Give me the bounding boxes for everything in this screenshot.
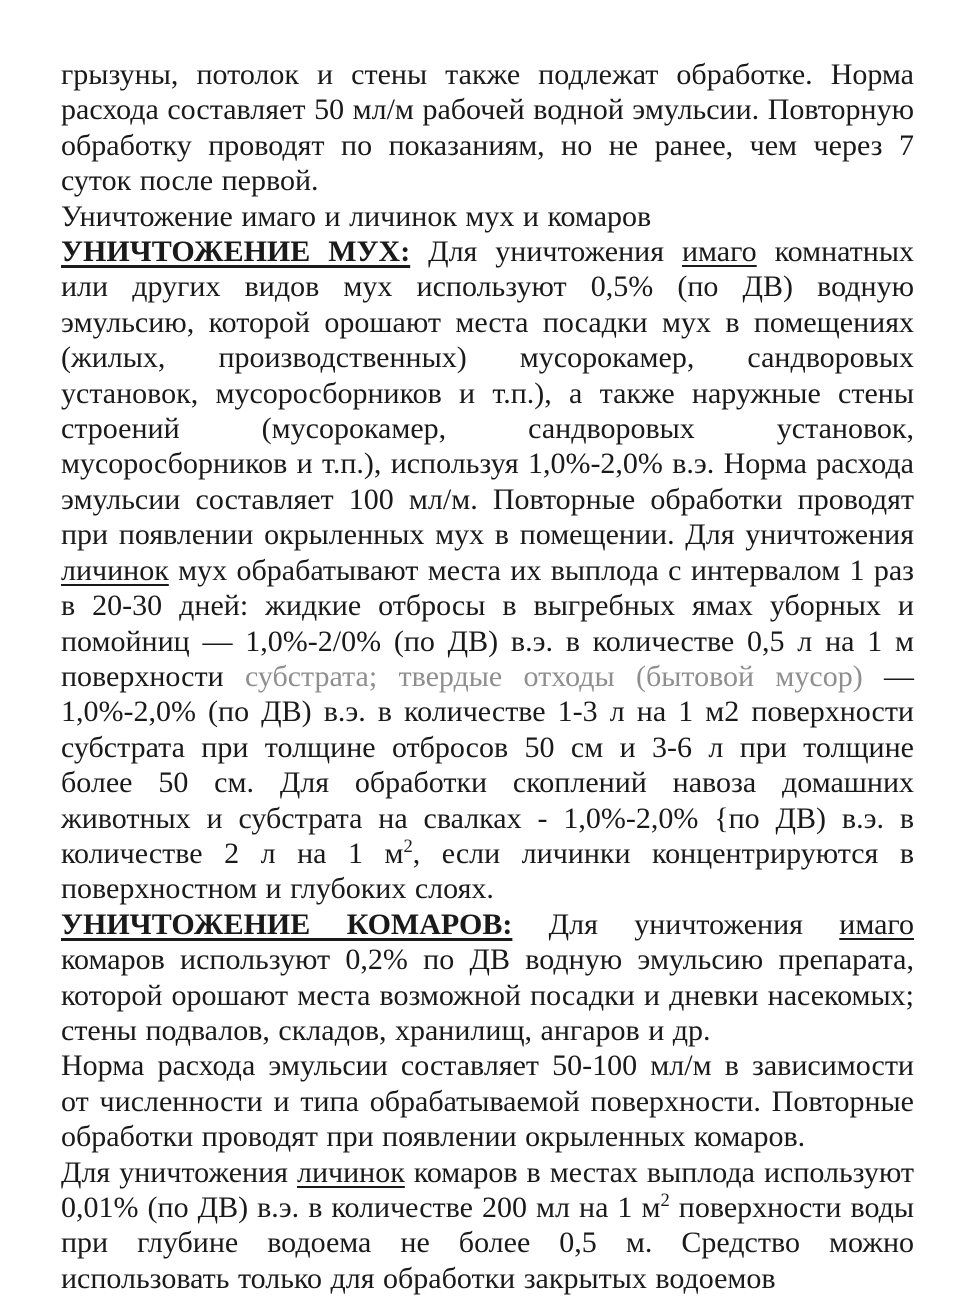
text-run: грызуны, потолок и стены также подлежат обработке. Норма расхода составляет 50 мл/м рабочей водной эмульсии. Повторную обработку проводят по показаниям, но не ранее, чем через 7 суток после первой. (61, 58, 923, 198)
text-run: комаров используют 0,2% по ДВ водную эмульсию препарата, которой орошают места возможной посадки и дневки насекомых; стены подвалов, складов, хранилищ, ангаров и др. (61, 907, 923, 1047)
text-run: мух обрабатывают места их выплода с интервалом 1 раз в 20-30 дней: жидкие отбросы в выгребных ямах уборных и помойниц — 1,0%-2/0% (по ДВ) в.э. в количестве 0,5 л на 1 м поверхности (61, 553, 923, 693)
document-text-block (61, 57, 923, 1296)
text-run: Для уничтожения (61, 1155, 297, 1189)
faded-text-run: субстрата; твердые отходы (бытовой мусор) (244, 659, 863, 693)
text-run: Норма расхода эмульсии составляет 50-100 мл/м в зависимости от численности и типа обрабатываемой поверхности. Повторные обработки проводят при появлении окрыленных комаров. (61, 1049, 923, 1154)
mosquito-section-paragraph (61, 907, 923, 1049)
mosquito-larvae-paragraph (61, 1155, 923, 1297)
text-run: поверхности воды при глубине водоема не более 0,5 м. Средство можно использовать только для обработки закрытых водоемов (61, 1191, 923, 1295)
superscript-text: 2 (660, 1190, 670, 1211)
text-run: комнатных или других видов мух используют 0,5% (по ДВ) водную эмульсию, которой орошают места посадки мух в помещениях (жилых, производственных) мусорокамер, сандворовых установок, мусоросборников и т.п.), а также наружные стены строений (мусорокамер, сандворовых установок, мусоросборников и т.п.), используя 1,0%-2,0% в.э. Норма расхода эмульсии составляет 100 мл/м. Повторные обработки проводят при появлении окрыленных мух в помещении. Для уничтожения (61, 235, 923, 552)
text-run: Для уничтожения (410, 235, 682, 269)
subtitle-line (61, 199, 914, 234)
text-run: комаров в местах выплода используют 0,01% (по ДВ) в.э. в количестве 200 мл на 1 м (61, 1155, 923, 1224)
flies-section-paragraph (61, 234, 923, 907)
underlined-term: личинок (61, 553, 169, 587)
underlined-term: личинок (296, 1155, 405, 1189)
continuation-paragraph (61, 57, 923, 199)
section-heading: УНИЧТОЖЕНИЕ КОМАРОВ: (61, 907, 513, 941)
text-run: Уничтожение имаго и личинок мух и комаров (61, 199, 652, 233)
text-run: , если личинки концентрируются в поверхностном и глубоких слоях. (61, 836, 923, 906)
emulsion-rate-paragraph (61, 1048, 923, 1154)
superscript-text: 2 (403, 835, 413, 857)
underlined-term: имаго (839, 907, 914, 941)
underlined-term: имаго (681, 235, 757, 269)
text-run: Для уничтожения (512, 907, 840, 941)
text-run: — 1,0%-2,0% (по ДВ) в.э. в количестве 1-3 л на 1 м2 поверхности субстрата при толщине отбросов 50 см и 3-6 л при толщине более 50 см. Для обработки скоплений навоза домашних животных и субстрата на свалках - 1,0%-2,0% {по ДВ) в.э. в количестве 2 л на 1 м (61, 659, 923, 870)
section-heading: УНИЧТОЖЕНИЕ МУХ: (61, 235, 411, 269)
